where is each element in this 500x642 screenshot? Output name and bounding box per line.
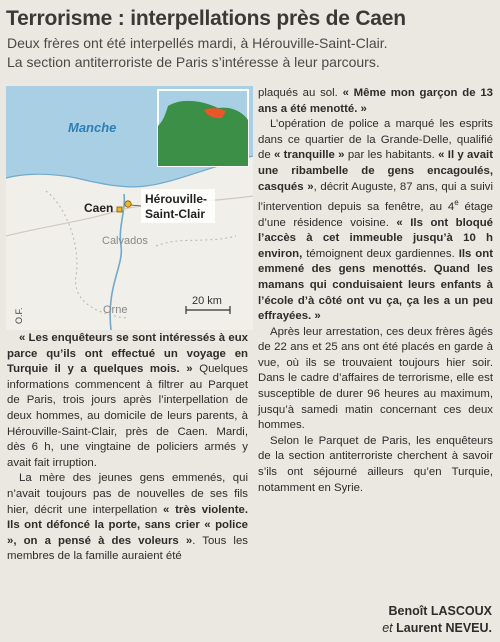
- paragraph: La mère des jeunes gens emmenés, qui n’avait toujours pas de nouvelles de ses fils hier, décrit une interpellation « très violente. Ils ont défoncé la porte, sans crier « police », on a pensé à des voleurs ». Tous les membres de la famille auraient été: [7, 472, 248, 563]
- caen-label: Caen: [84, 201, 114, 215]
- sea-label: Manche: [68, 120, 117, 135]
- orne-label: Orne: [103, 304, 128, 316]
- paragraph: Selon le Parquet de Paris, les enquêteurs de la section antiterroriste cherchent à savoir s’ils ont séjourné ailleurs qu’en Turquie, notamment en Syrie.: [258, 434, 493, 494]
- paragraph: L’opération de police a marqué les esprits dans ce quartier de la Grande-Delle, qualifié de « tranquille » par les habitants. « Il y avait une ribambelle de gens encagoulés, casqués », décrit Auguste, 87 ans, qui a suivi l’intervention depuis sa fenêtre, au 4e étage d’une résidence voisine. « Ils ont bloqué l’accès à cet immeuble jusqu’à 10 h environ, témoignent deux gardiennes. Ils ont emmené des gens menottés. Quand les mamans qui conduisaient leurs enfants à l’école d’à côté ont vu ça, ça les a un peu effrayées. »: [258, 118, 494, 323]
- calvados-label: Calvados: [102, 235, 148, 247]
- herouville-label-line1: Hérouville-: [145, 192, 208, 206]
- article-column-left: [7, 331, 248, 565]
- map-credit: O.F.: [14, 307, 24, 324]
- byline-author-1: Benoît LASCOUX: [388, 604, 492, 618]
- subheadline-line-1: Deux frères ont été interpellés mardi, à Hérouville-Saint-Clair.: [7, 35, 388, 51]
- headline: Terrorisme : interpellations près de Caen: [6, 7, 406, 30]
- scale-label: 20 km: [192, 295, 222, 307]
- subheadline: [7, 34, 495, 72]
- caen-marker: [117, 207, 122, 212]
- byline-author-2: et Laurent NEVEU.: [382, 621, 492, 635]
- inset-map: [158, 90, 248, 166]
- article-column-right: [258, 86, 493, 496]
- herouville-label-line2: Saint-Clair: [145, 207, 206, 221]
- paragraph: plaqués au sol. « Même mon garçon de 13 ans a été menotté. »: [258, 87, 493, 115]
- paragraph: Après leur arrestation, ces deux frères âgés de 22 ans et 25 ans ont été placés en garde à vue, où ils se trouvaient toujours hier soir. Dans le cadre d’affaires de terrorisme, elle est susceptible de durer 96 heures au maximum, jusqu’à samedi matin concernant ces deux hommes.: [258, 325, 493, 432]
- subheadline-line-2: La section antiterroriste de Paris s’intéresse à leur parcours.: [7, 54, 380, 70]
- paragraph: « Les enquêteurs se sont intéressés à eux parce qu’ils ont effectué un voyage en Turquie il y a quelques mois. » Quelques informations commencent à filtrer au Parquet de Paris, trois jours après l’interpellation de deux hommes, au domicile de leurs parents, à Hérouville-Saint-Clair, près de Caen. Mardi, dès 6 h, une vingtaine de policiers armés y avait fait irruption.: [7, 332, 248, 469]
- location-map: [6, 86, 253, 330]
- herouville-marker: [125, 201, 131, 207]
